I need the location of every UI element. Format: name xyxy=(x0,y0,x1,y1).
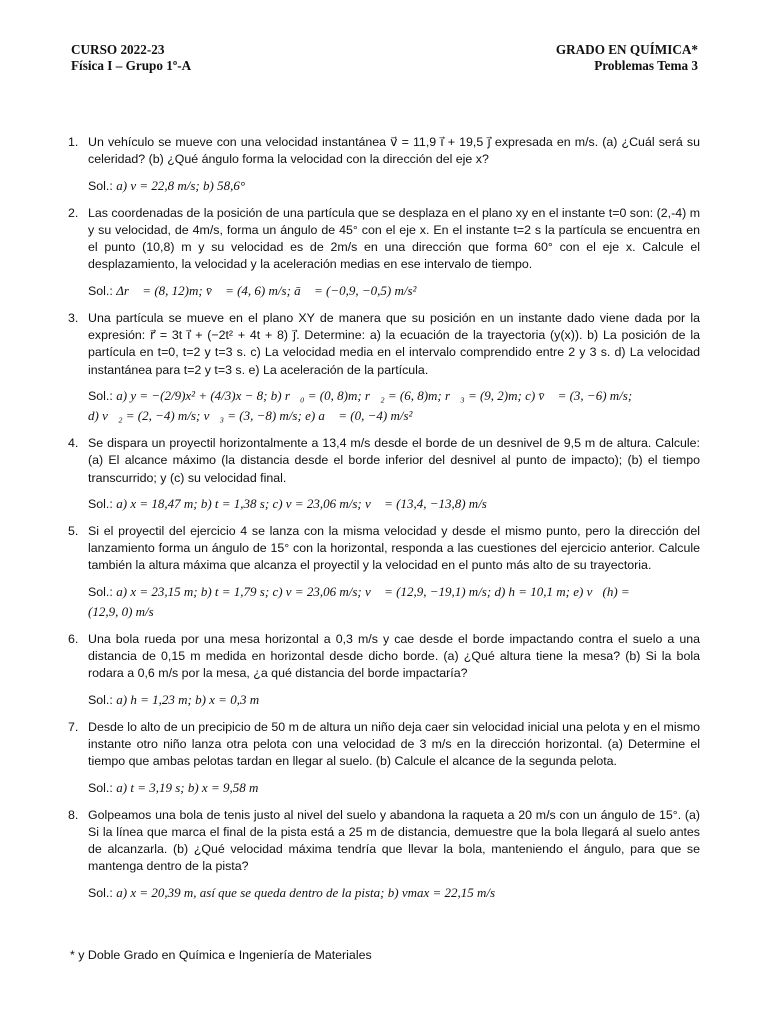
header-left xyxy=(71,42,191,74)
problem-number: 3. xyxy=(68,310,79,325)
problem-statement: Las coordenadas de la posición de una partícula que se desplaza en el plano xy en el instante t=0 son: (2,-4) m y su velocidad, de 4m/s, forma un ángulo de 45° con el eje x. En el instante t=2 s la partícula se encuentra en el punto (10,8) m y su velocidad es de 2m/s en una dirección que forma 60° con el eje x. Calcule el desplazamiento, la velocidad y la aceleración medias en ese intervalo de tiempo. xyxy=(88,205,701,272)
problem-solution xyxy=(88,690,700,710)
problem-solution xyxy=(88,281,700,301)
course-group: Física I – Grupo 1º-A xyxy=(71,58,192,73)
problem-statement: Una bola rueda por una mesa horizontal a 0,3 m/s y cae desde el borde impactando contra el suelo a una distancia de 0,15 m medida en horizontal desde dicho borde. (a) ¿Qué altura tiene la mesa? (b) Si la bola rodara a 0,6 m/s por la mesa, ¿a qué distancia del borde impactaría? xyxy=(88,631,700,681)
problem-number: 8. xyxy=(68,807,79,822)
solution-label: Sol.: xyxy=(88,885,113,900)
problem-number: 5. xyxy=(68,523,79,538)
solution-math: a) y = −(2/9)x² + (4/3)x − 8; b) r⃗₀ = (0, 8)m; r⃗₂ = (6, 8)m; r⃗₃ = (9, 2)m; c) v̄⃗ = (3, −6) m/s; xyxy=(116,387,633,403)
problem-3 xyxy=(68,310,700,426)
degree-title: GRADO EN QUÍMICA* xyxy=(555,42,698,57)
solution-math: a) v = 22,8 m/s; b) 58,6° xyxy=(116,177,246,193)
problem-statement: Si el proyectil del ejercicio 4 se lanza con la misma velocidad y desde el mismo punto, pero la dirección del lanzamiento forma un ángulo de 15° con la horizontal, responda a las cuestiones del ejercicio anterior. Calcule también la altura máxima que alcanza el proyectil y la velocidad en el punto más alto de su trayectoria. xyxy=(88,523,700,573)
problem-4 xyxy=(68,435,700,514)
problem-set-title: Problemas Tema 3 xyxy=(594,58,698,73)
header-right xyxy=(556,42,698,74)
solution-math: a) x = 23,15 m; b) t = 1,79 s; c) v = 23,06 m/s; v⃗ = (12,9, −19,1) m/s; d) h = 10,1 m; e) v⃗(h) = xyxy=(116,583,630,599)
solution-math-line2: (12,9, 0) m/s xyxy=(88,603,154,619)
problem-2 xyxy=(68,205,700,301)
header xyxy=(71,42,698,74)
problem-statement: Un vehículo se mueve con una velocidad instantánea v⃗ = 11,9 i⃗ + 19,5 j⃗ expresada en m/s. (a) ¿Cuál será su celeridad? (b) ¿Qué ángulo forma la velocidad con la dirección del eje x? xyxy=(88,135,700,167)
problem-solution xyxy=(88,582,700,622)
problem-5 xyxy=(68,523,700,622)
problem-statement: Desde lo alto de un precipicio de 50 m de altura un niño deja caer sin velocidad inicial una pelota y en el mismo instante otro niño lanza otra pelota con una velocidad de 3 m/s en la dirección horizontal. (a) Determine el tiempo que ambas pelotas tardan en llegar al suelo. (b) Calcule el alcance de la segunda pelota. xyxy=(88,719,700,769)
solution-math-line2: d) v⃗₂ = (2, −4) m/s; v⃗₃ = (3, −8) m/s; e) a⃗ = (0, −4) m/s² xyxy=(88,407,413,423)
problem-solution xyxy=(88,176,700,196)
solution-math: a) x = 20,39 m, así que se queda dentro de la pista; b) vmax = 22,15 m/s xyxy=(116,884,496,900)
problem-1 xyxy=(68,134,700,196)
problem-number: 7. xyxy=(68,719,79,734)
problem-number: 2. xyxy=(68,205,79,220)
solution-label: Sol.: xyxy=(88,584,113,599)
course-year: CURSO 2022-23 xyxy=(71,42,165,57)
problem-8 xyxy=(68,807,700,903)
problem-number: 4. xyxy=(68,435,79,450)
solution-math: Δr⃗ = (8, 12)m; v̄⃗ = (4, 6) m/s; ā⃗ = (−0,9, −0,5) m/s² xyxy=(116,282,417,298)
solution-label: Sol.: xyxy=(88,496,113,511)
problem-solution xyxy=(88,386,700,426)
solution-math: a) x = 18,47 m; b) t = 1,38 s; c) v = 23,06 m/s; v⃗ = (13,4, −13,8) m/s xyxy=(116,495,487,511)
problem-number: 1. xyxy=(68,135,79,149)
problem-statement: Golpeamos una bola de tenis justo al nivel del suelo y abandona la raqueta a 20 m/s con un ángulo de 15°. (a) Si la línea que marca el final de la pista está a 25 m de distancia, demuestre que la bola llegará al suelo antes de alcanzarla. (b) ¿Qué velocidad máxima tendría que llevar la bola, manteniendo el ángulo, para que se mantenga dentro de la pista? xyxy=(88,807,700,874)
problem-solution xyxy=(88,883,700,903)
solution-label: Sol.: xyxy=(88,178,113,193)
solution-label: Sol.: xyxy=(88,283,113,298)
problem-list xyxy=(68,134,700,912)
footnote: * y Doble Grado en Química e Ingeniería de Materiales xyxy=(70,948,372,962)
solution-label: Sol.: xyxy=(88,780,113,795)
problem-statement: Una partícula se mueve en el plano XY de manera que su posición en un instante dado viene dada por la expresión: r⃗ = 3t i⃗ + (−2t² + 4t + 8) j⃗. Determine: a) la ecuación de la trayectoria (y(x)). b) La posición de la partícula en t=0, t=2 y t=3 s. c) La velocidad media en el intervalo comprendido entre 2 y 3 s. d) La velocidad instantánea para t=2 y t=3 s. e) La aceleración de la partícula. xyxy=(88,310,700,377)
problem-7 xyxy=(68,719,700,798)
problem-solution xyxy=(88,494,700,514)
solution-math: a) h = 1,23 m; b) x = 0,3 m xyxy=(116,691,260,707)
problem-solution xyxy=(88,778,700,798)
solution-label: Sol.: xyxy=(88,692,113,707)
solution-label: Sol.: xyxy=(88,388,113,403)
solution-math: a) t = 3,19 s; b) x = 9,58 m xyxy=(116,779,259,795)
problem-6 xyxy=(68,631,700,710)
problem-statement: Se dispara un proyectil horizontalmente a 13,4 m/s desde el borde de un desnivel de 9,5 m de altura. Calcule: (a) El alcance máximo (la distancia desde el borde inferior del desnivel al punto de impacto); (b) el tiempo transcurrido; y (c) su velocidad final. xyxy=(88,435,700,485)
problem-number: 6. xyxy=(68,631,79,646)
